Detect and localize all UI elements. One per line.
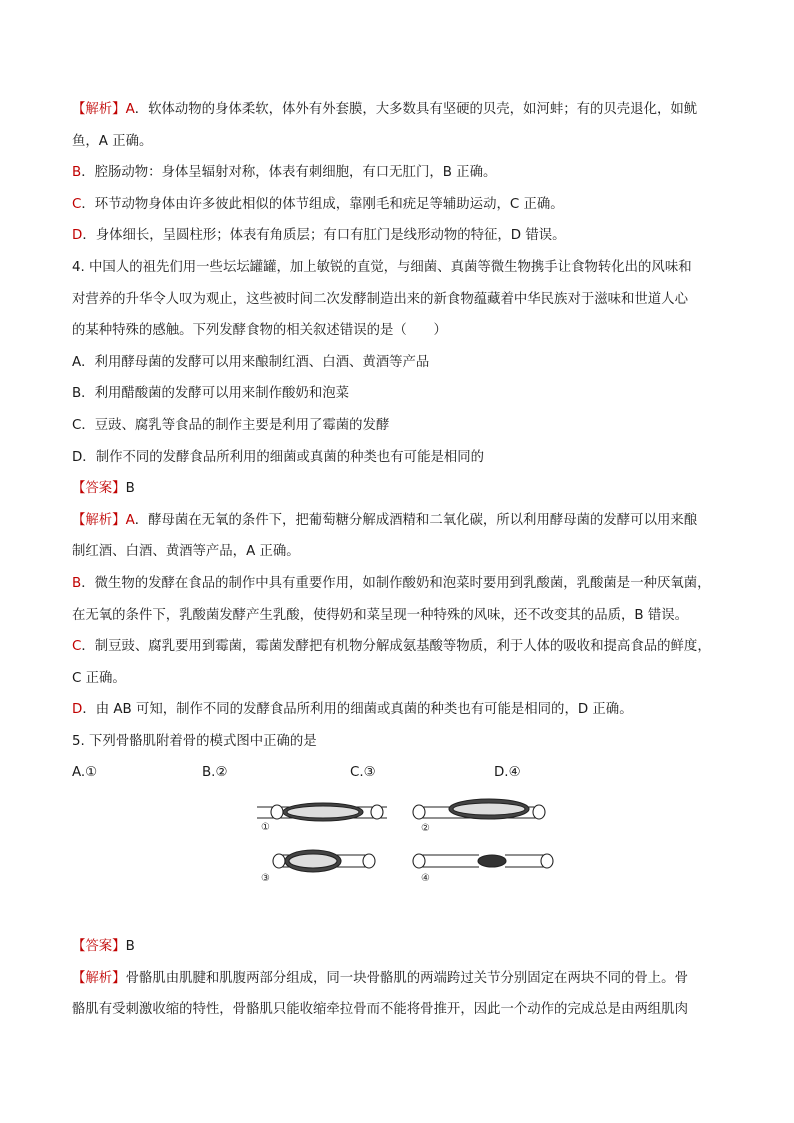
figure-label-2: ② [421,823,430,835]
q4-option-b: B．利用醋酸菌的发酵可以用来制作酸奶和泡菜 [72,386,349,402]
diagram-4 [413,854,553,884]
q4-analysis-d [72,694,722,726]
q3-analysis-b [72,157,722,189]
q5-analysis-line2: 骼肌有受刺激收缩的特性，骨骼肌只能收缩牵拉骨而不能将骨推开，因此一个动作的完成总是由两组肌肉 [72,1002,688,1018]
diagram-2 [413,799,545,834]
q4-analysis-c-line1 [72,631,722,663]
q3-analysis-b-text: ．腔肠动物：身体呈辐射对称，体表有刺细胞，有口无肛门，B 正确。 [81,165,497,181]
figure-label-4: ④ [421,873,430,885]
q5-answer-value: B [125,939,135,955]
q3-analysis-a-line1 [72,94,722,126]
q5-option-d: D.④ [494,765,521,781]
muscle-bone-diagram [257,797,557,907]
q4-answer-value: B [125,481,135,497]
q4-analysis-b-text: ．微生物的发酵在食品的制作中具有重要作用，如制作酸奶和泡菜时要用到乳酸菌，乳酸菌是一种厌氧菌， [81,575,711,591]
q3-analysis-a-text: ．软体动物的身体柔软，体外有外套膜，大多数具有坚硬的贝壳，如河蚌；有的贝壳退化，如鱿 [134,102,698,117]
figure-label-3: ③ [261,873,270,885]
analysis-tag: 【解析】 [72,970,126,986]
option-label-b: B [72,575,82,591]
q3-analysis-a-line2: 鱼，A 正确。 [72,133,153,149]
option-label-b: B [72,165,82,181]
q5-option-b: B.② [202,765,228,781]
option-label-c: C [72,196,82,212]
q5-analysis-line1 [72,963,722,995]
diagram-1 [257,803,387,833]
option-label-a: A [125,102,135,117]
q3-analysis-c [72,189,722,221]
analysis-tag: 【解析】 [72,102,126,117]
document-page [72,94,722,1026]
q4-option-d: D．制作不同的发酵食品所利用的细菌或真菌的种类也有可能是相同的 [72,449,485,465]
q4-stem-line2: 对营养的升华令人叹为观止，这些被时间二次发酵制造出来的新食物蕴藏着中华民族对于滋味和世道人心 [72,291,688,307]
answer-tag: 【答案】 [72,939,126,955]
q4-analysis-a-line2: 制红酒、白酒、黄酒等产品，A 正确。 [72,544,300,560]
q4-analysis-b-line1 [72,568,722,600]
q4-analysis-a-text: ．酵母菌在无氧的条件下，把葡萄糖分解成酒精和二氧化碳，所以利用酵母菌的发酵可以用来酿 [134,512,698,528]
q4-analysis-d-text: ．由 AB 可知，制作不同的发酵食品所利用的细菌或真菌的种类也有可能是相同的，D 正确。 [82,702,633,718]
q4-stem-line3: 的某种特殊的感触。下列发酵食物的相关叙述错误的是（ ） [72,323,447,339]
q3-analysis-c-text: ．环节动物身体由许多彼此相似的体节组成，靠刚毛和疣足等辅助运动，C 正确。 [81,196,564,212]
q5-stem: 5. 下列骨骼肌附着骨的模式图中正确的是 [72,733,317,749]
option-label-a: A [125,512,135,528]
q5-options [72,757,722,789]
q4-answer [72,473,722,505]
q4-analysis-a-line1 [72,505,722,537]
option-label-c: C [72,639,82,655]
q5-answer [72,931,722,963]
q4-option-a: A．利用酵母菌的发酵可以用来酿制红酒、白酒、黄酒等产品 [72,354,430,370]
muscle-bone-figure [72,789,722,931]
q4-analysis-c-line2: C 正确。 [72,670,126,686]
option-label-d: D [72,228,83,244]
analysis-tag: 【解析】 [72,512,126,528]
q5-option-c: C.③ [350,765,376,781]
diagram-3 [261,850,375,884]
q4-analysis-b-line2: 在无氧的条件下，乳酸菌发酵产生乳酸，使得奶和菜呈现一种特殊的风味，还不改变其的品质，B 错误。 [72,607,689,623]
q5-option-a: A.① [72,765,98,781]
option-label-d: D [72,702,83,718]
q4-option-c: C．豆豉、腐乳等食品的制作主要是利用了霉菌的发酵 [72,417,390,433]
q5-analysis-text: 骨骼肌由肌腱和肌腹两部分组成，同一块骨骼肌的两端跨过关节分别固定在两块不同的骨上。骨 [125,970,688,986]
q3-analysis-d-text: ．身体细长，呈圆柱形；体表有角质层；有口有肛门是线形动物的特征，D 错误。 [82,228,566,244]
figure-label-1: ① [261,822,270,834]
q4-analysis-c-text: ．制豆豉、腐乳要用到霉菌，霉菌发酵把有机物分解成氨基酸等物质，利于人体的吸收和提高食品的鲜度， [81,639,711,655]
q4-stem-line1: 4. 中国人的祖先们用一些坛坛罐罐，加上敏锐的直觉，与细菌、真菌等微生物携手让食物转化出的风味和 [72,259,692,275]
answer-tag: 【答案】 [72,481,126,497]
q3-analysis-d [72,220,722,252]
